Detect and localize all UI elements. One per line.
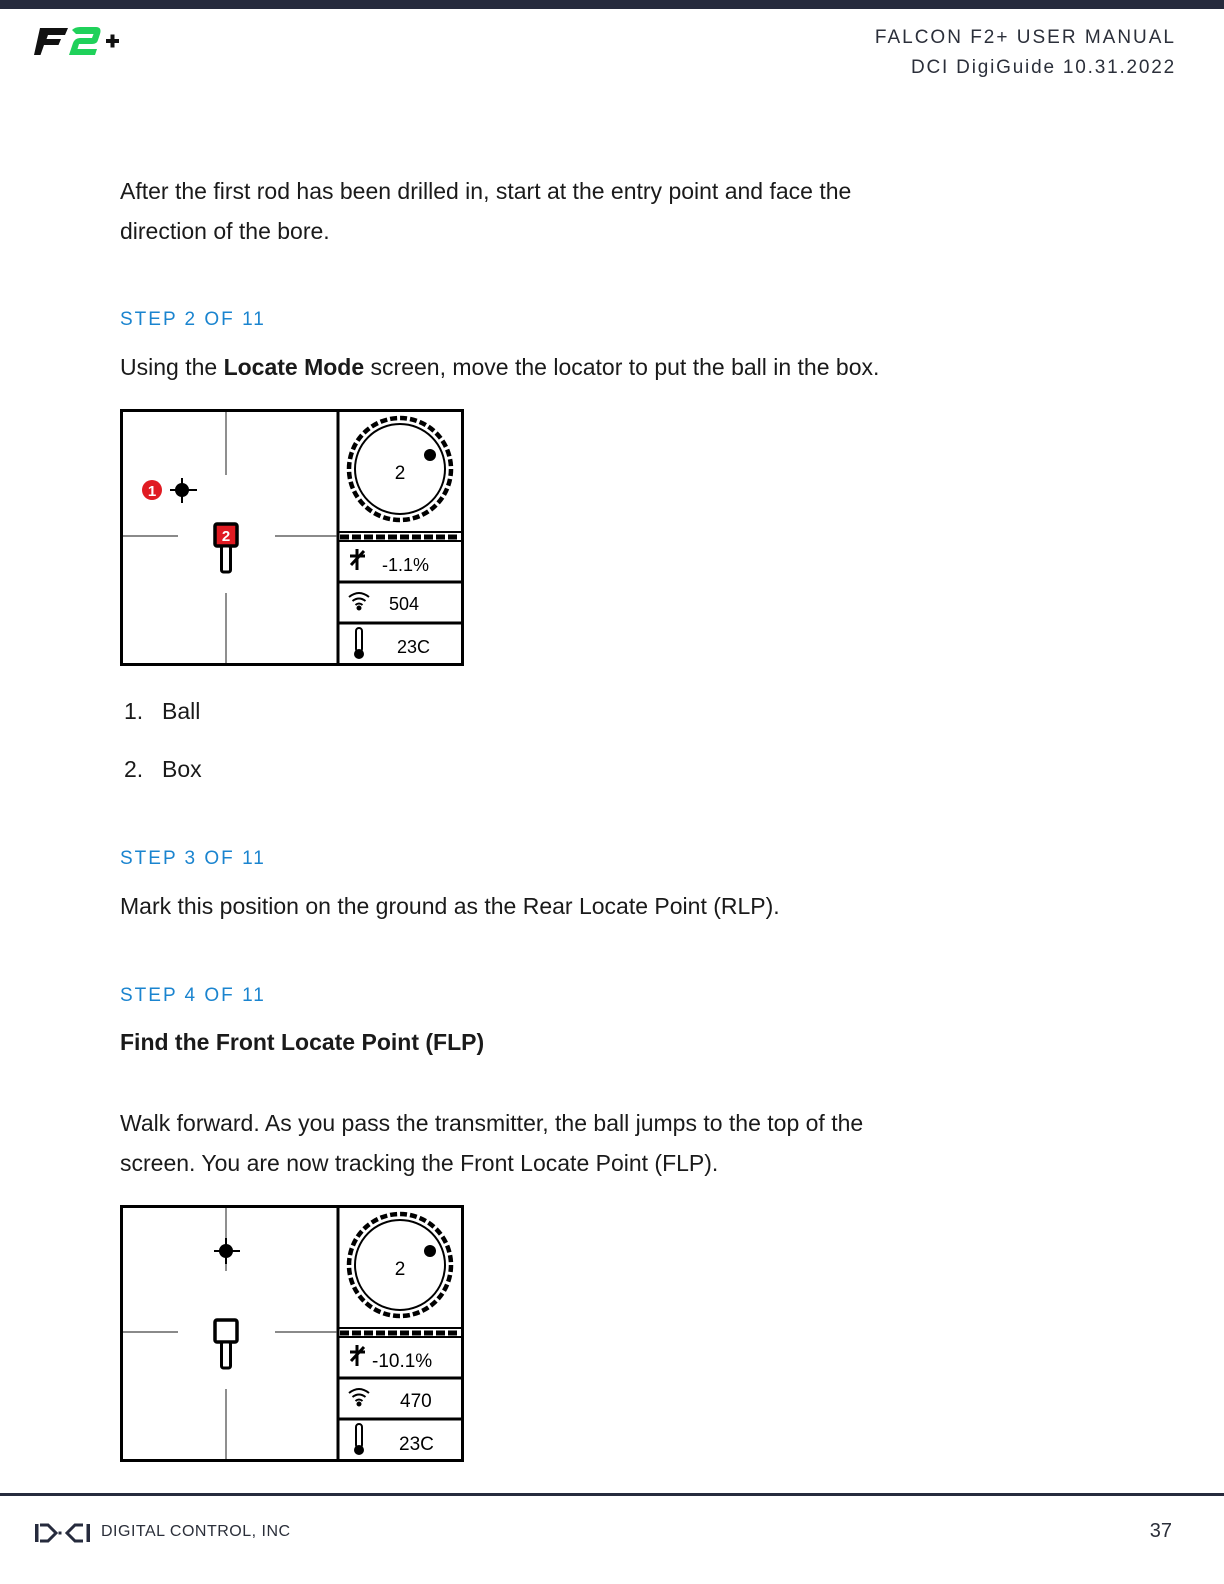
screen-frame [122,1207,463,1461]
step-2-instruction [120,347,920,387]
f2-plus-logo [34,24,126,60]
locate-mode-term: Locate Mode [223,354,365,380]
footer-rule [0,1493,1224,1496]
list-item-ball: 1. Ball [124,698,201,724]
page-number: 37 [1149,1520,1172,1542]
roll-value: 2 [394,463,406,484]
manual-title: FALCON F2+ USER MANUAL [874,27,1176,48]
step-4-label: STEP 4 OF 11 [120,985,266,1006]
step-4-heading: Find the Front Locate Point (FLP) [120,1029,485,1055]
pitch-value: -1.1% [382,555,430,575]
callout-1 [142,480,162,500]
step-4-text: Walk forward. As you pass the transmitter, the ball jumps to the top of the screen. You are now tracking the Front Locate Point (FLP). [120,1110,864,1176]
temperature-value: 23C [397,637,431,657]
step-2-text-after: screen, move the locator to put the ball in the box. [364,354,880,380]
list-item-box: 2. Box [124,756,202,782]
step-2-label: STEP 2 OF 11 [120,309,266,330]
top-bar [0,0,1224,9]
pitch-value: -10.1% [372,1351,433,1372]
callout-1-number: 1 [147,483,157,500]
locate-mode-screen-step-4 [120,1205,464,1462]
intro-paragraph: After the first rod has been drilled in, start at the entry point and face the direction of the bore. [120,178,852,244]
screen-frame [122,411,463,665]
manual-version: DCI DigiGuide 10.31.2022 [910,57,1176,78]
signal-strength-value: 470 [400,1391,432,1412]
roll-indicator-dot [424,1245,436,1257]
dci-logo [34,1522,92,1544]
company-name: DIGITAL CONTROL, INC [101,1523,291,1540]
temperature-value: 23C [399,1434,434,1455]
step-2-text-before: Using the [120,354,224,380]
step-3-label: STEP 3 OF 11 [120,848,266,869]
signal-strength-value: 504 [389,594,420,614]
step-3-text: Mark this position on the ground as the Rear Locate Point (RLP). [120,893,780,919]
locate-mode-screen-step-2 [120,409,464,666]
callout-2-number: 2 [221,528,231,545]
roll-indicator-dot [424,449,436,461]
roll-value: 2 [394,1259,406,1280]
